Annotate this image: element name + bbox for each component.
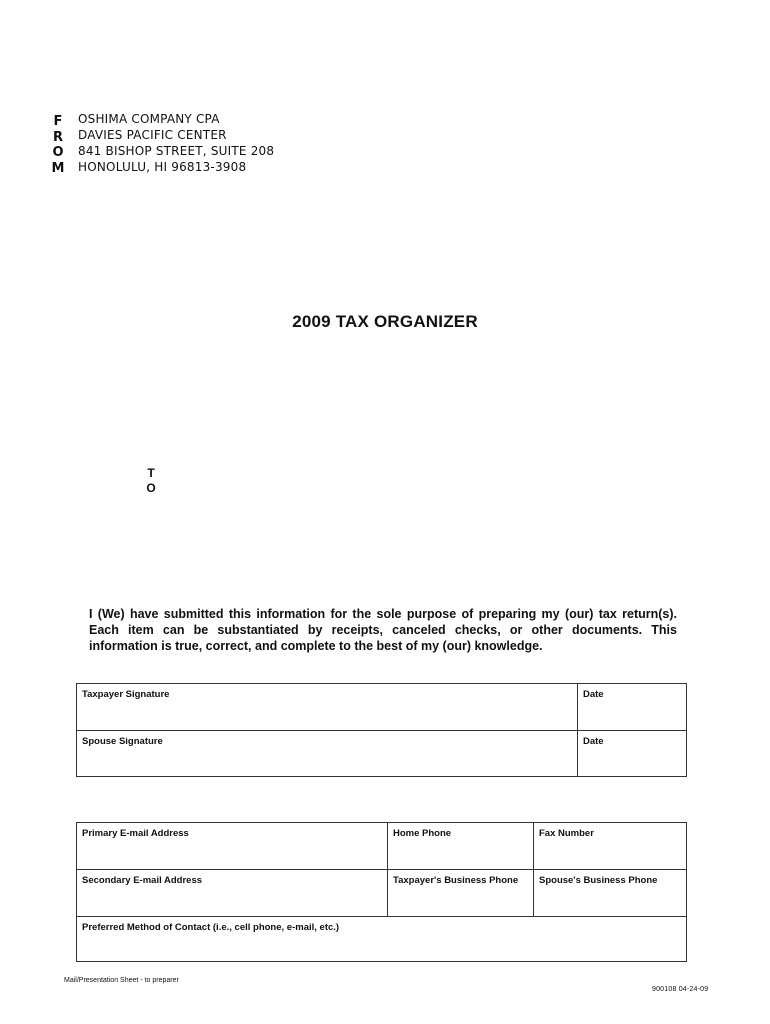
contact-row-1 <box>77 823 686 869</box>
to-letter: O <box>146 481 156 495</box>
taxpayer-signature-field[interactable] <box>77 684 577 730</box>
spouse-date-label: Date <box>583 736 604 747</box>
spouse-signature-label: Spouse Signature <box>82 736 163 747</box>
home-phone-label: Home Phone <box>393 828 452 839</box>
to-vertical-label <box>144 466 158 496</box>
fax-number-label: Fax Number <box>539 828 594 839</box>
secondary-email-label: Secondary E-mail Address <box>82 875 203 886</box>
spouse-signature-row <box>77 730 686 777</box>
primary-email-field[interactable] <box>77 823 387 869</box>
sender-address-line: 841 BISHOP STREET, SUITE 208 <box>78 144 275 158</box>
preferred-contact-method-label: Preferred Method of Contact (i.e., cell phone, e-mail, etc.) <box>82 922 340 933</box>
taxpayer-date-label: Date <box>583 689 604 700</box>
fax-number-field[interactable] <box>533 823 686 869</box>
page-title: 2009 TAX ORGANIZER <box>292 312 478 331</box>
taxpayer-business-phone-label: Taxpayer's Business Phone <box>393 875 519 886</box>
preferred-contact-method-field[interactable] <box>77 917 686 962</box>
sender-address-line: DAVIES PACIFIC CENTER <box>78 128 227 142</box>
sender-address <box>78 111 274 175</box>
spouse-date-field[interactable] <box>577 731 686 777</box>
footer-form-code: 900108 04-24-09 <box>652 986 709 993</box>
from-letter: R <box>52 129 63 145</box>
taxpayer-date-field[interactable] <box>577 684 686 730</box>
contact-info-table <box>76 822 687 962</box>
spouse-signature-field[interactable] <box>77 731 577 777</box>
taxpayer-business-phone-field[interactable] <box>387 870 533 916</box>
secondary-email-field[interactable] <box>77 870 387 916</box>
sender-address-line: OSHIMA COMPANY CPA <box>78 112 220 126</box>
primary-email-label: Primary E-mail Address <box>82 828 189 839</box>
contact-row-2 <box>77 869 686 916</box>
contact-row-3 <box>77 916 686 962</box>
certification-statement: I (We) have submitted this information for the sole purpose of preparing my (our) tax return(s). Each item can be substantiated by receipts, canceled checks, or other documents. This information is true, correct, and complete to the best of my (our) knowledge. <box>89 607 677 653</box>
spouse-business-phone-field[interactable] <box>533 870 686 916</box>
from-letter: M <box>51 160 65 176</box>
footer-form-description: Mail/Presentation Sheet - to preparer <box>64 977 179 984</box>
sender-address-line: HONOLULU, HI 96813-3908 <box>78 160 247 174</box>
from-letter: F <box>53 114 63 129</box>
from-vertical-label <box>51 114 65 176</box>
from-letter: O <box>52 145 64 160</box>
home-phone-field[interactable] <box>387 823 533 869</box>
taxpayer-signature-row <box>77 684 686 730</box>
to-letter: T <box>147 466 155 480</box>
spouse-business-phone-label: Spouse's Business Phone <box>539 875 658 886</box>
signature-table <box>76 683 687 777</box>
taxpayer-signature-label: Taxpayer Signature <box>82 689 170 700</box>
